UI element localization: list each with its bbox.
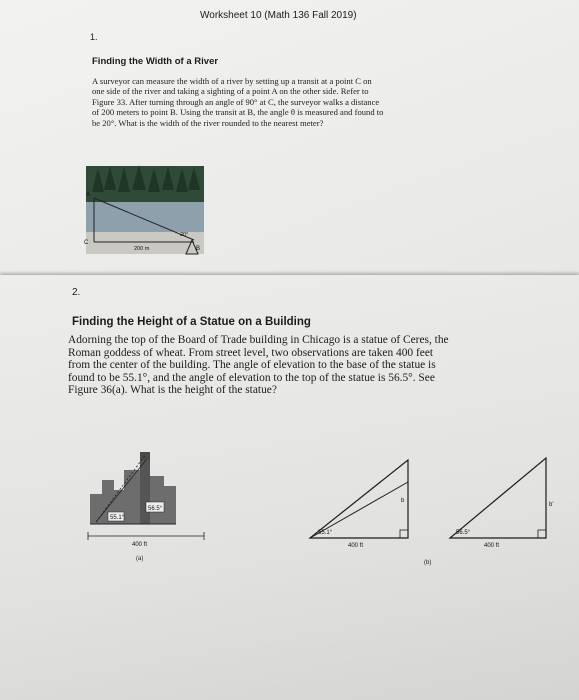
worksheet-header: Worksheet 10 (Math 136 Fall 2019) <box>200 10 357 21</box>
triangle-figure-right <box>446 454 556 548</box>
label-b: B <box>196 246 201 252</box>
problem-1-text <box>92 76 522 128</box>
angle-top-label: 56.5° <box>148 506 163 512</box>
caption-b: (b) <box>424 560 432 566</box>
problem-1-number: 1. <box>90 32 98 42</box>
angle-label-left: 55.1° <box>318 530 333 536</box>
statue-shape <box>140 452 150 460</box>
label-a: A <box>86 192 91 198</box>
problem-2-number: 2. <box>72 287 81 298</box>
side-label-right: b' <box>549 502 554 508</box>
angle-label: 20° <box>180 232 189 238</box>
problem-2-line: Roman goddess of wheat. From street level, two observations are taken 400 feet <box>68 346 434 359</box>
problem-1-line: A surveyor can measure the width of a river by setting up a transit at a point C on <box>92 76 372 86</box>
river-figure <box>82 162 212 258</box>
distance-label: 200 m <box>134 246 150 252</box>
distance-label-right: 400 ft <box>484 543 500 548</box>
distance-label-left: 400 ft <box>348 543 364 548</box>
problem-1-line: one side of the river and taking a sighting of a point A on the other side. Refer to <box>92 86 369 97</box>
problem-2-line: found to be 55.1°, and the angle of elevation to the top of the statue is 56.5°. See <box>68 371 435 384</box>
angle-base-label: 55.1° <box>110 515 125 521</box>
problem-1-line: be 20°. What is the width of the river rounded to the nearest meter? <box>92 117 324 128</box>
label-c: C <box>84 240 89 246</box>
triangle-figure-left <box>306 456 416 548</box>
angle-label-right: 56.5° <box>456 530 471 536</box>
problem-2-line: from the center of the building. The angle of elevation to the base of the statue is <box>68 359 436 372</box>
problem-2-line: Adorning the top of the Board of Trade building in Chicago is a statue of Ceres, the <box>68 334 449 346</box>
building-figure <box>84 450 214 550</box>
problem-2-heading: Finding the Height of a Statue on a Building <box>72 316 311 328</box>
problem-1-line: of 200 meters to point B. Using the transit at B, the angle θ is measured and found to <box>92 107 384 118</box>
side-label-left: b <box>401 498 405 504</box>
problem-2-line: Figure 36(a). What is the height of the statue? <box>68 384 277 397</box>
problem-1-line: Figure 33. After turning through an angle of 90° at C, the surveyor walks a distance <box>92 96 380 107</box>
caption-a: (a) <box>136 556 144 562</box>
problem-2-text <box>68 334 558 397</box>
distance-label-a: 400 ft <box>132 542 148 548</box>
skyline <box>90 458 176 524</box>
problem-1-heading: Finding the Width of a River <box>92 56 219 67</box>
